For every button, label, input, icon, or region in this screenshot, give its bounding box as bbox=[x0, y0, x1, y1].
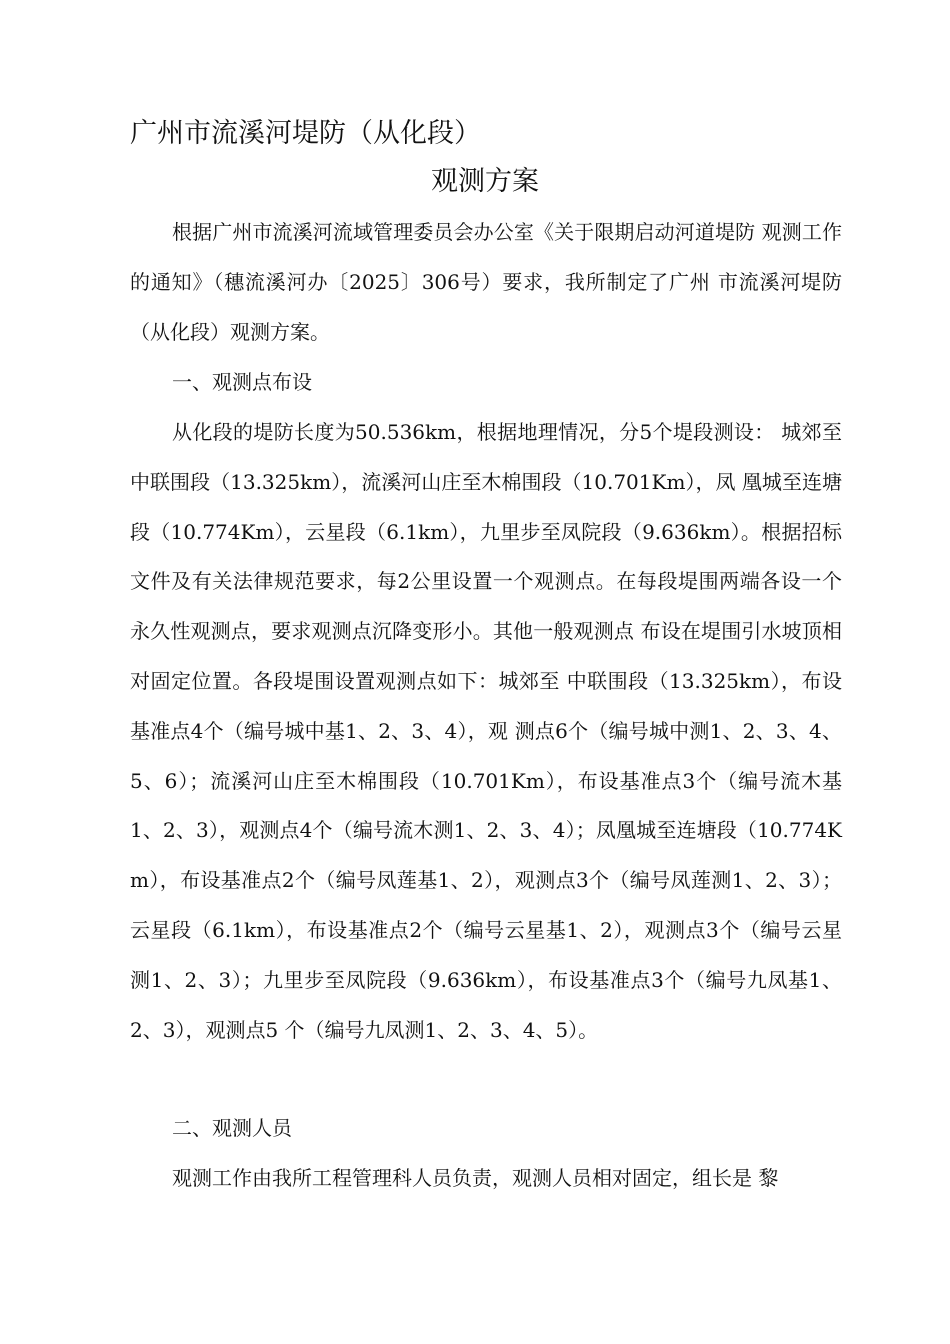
observation-points-paragraph: 从化段的堤防长度为50.536km，根据地理情况，分5个堤段测设： 城郊至中联围段（13.325km），流溪河山庄至木棉围段（10.701Km），凤 凰城至连塘段（10.774Km），云星段（6.1km），九里步至凤院段（9.636km）。根据招标文件及有关法律规范要求，每2公里设置一个观测点。在每段堤围两端各设一个永久性观测点，要求观测点沉降变形小。其他一般观测点 布设在堤围引水坡顶相对固定位置。各段堤围设置观测点如下：城郊至 中联围段（13.325km），布设基准点4个（编号城中基1、2、3、4），观 测点6个（编号城中测1、2、3、4、5、6）；流溪河山庄至木棉围段（10.701Km），布设基准点3个（编号流木基1、2、3），观测点4个（编号流木测1、2、3、4）；凤凰城至连塘段（10.774Km），布设基准点2个（编号凤莲基1、2），观测点3个（编号凤莲测1、2、3）；云星段（6.1km），布设基准点2个（编号云星基1、2），观测点3个（编号云星测1、2、3）；九里步至凤院段（9.636km），布设基准点3个（编号九凤基1、2、3），观测点5 个（编号九凤测1、2、3、4、5）。 bbox=[130, 420, 842, 1042]
document-title-line-1: 广州市流溪河堤防（从化段） bbox=[130, 118, 481, 149]
section-heading-observation-points: 一、观测点布设 bbox=[172, 370, 312, 394]
document-title-line-2: 观测方案 bbox=[431, 166, 539, 197]
observers-paragraph: 观测工作由我所工程管理科人员负责，观测人员相对固定，组长是 黎 bbox=[172, 1166, 779, 1190]
intro-paragraph: 根据广州市流溪河流域管理委员会办公室《关于限期启动河道堤防 观测工作的通知》（穗流溪河办〔2025〕306号）要求，我所制定了广州 市流溪河堤防（从化段）观测方案。 bbox=[130, 220, 842, 344]
section-heading-observers: 二、观测人员 bbox=[172, 1116, 292, 1140]
